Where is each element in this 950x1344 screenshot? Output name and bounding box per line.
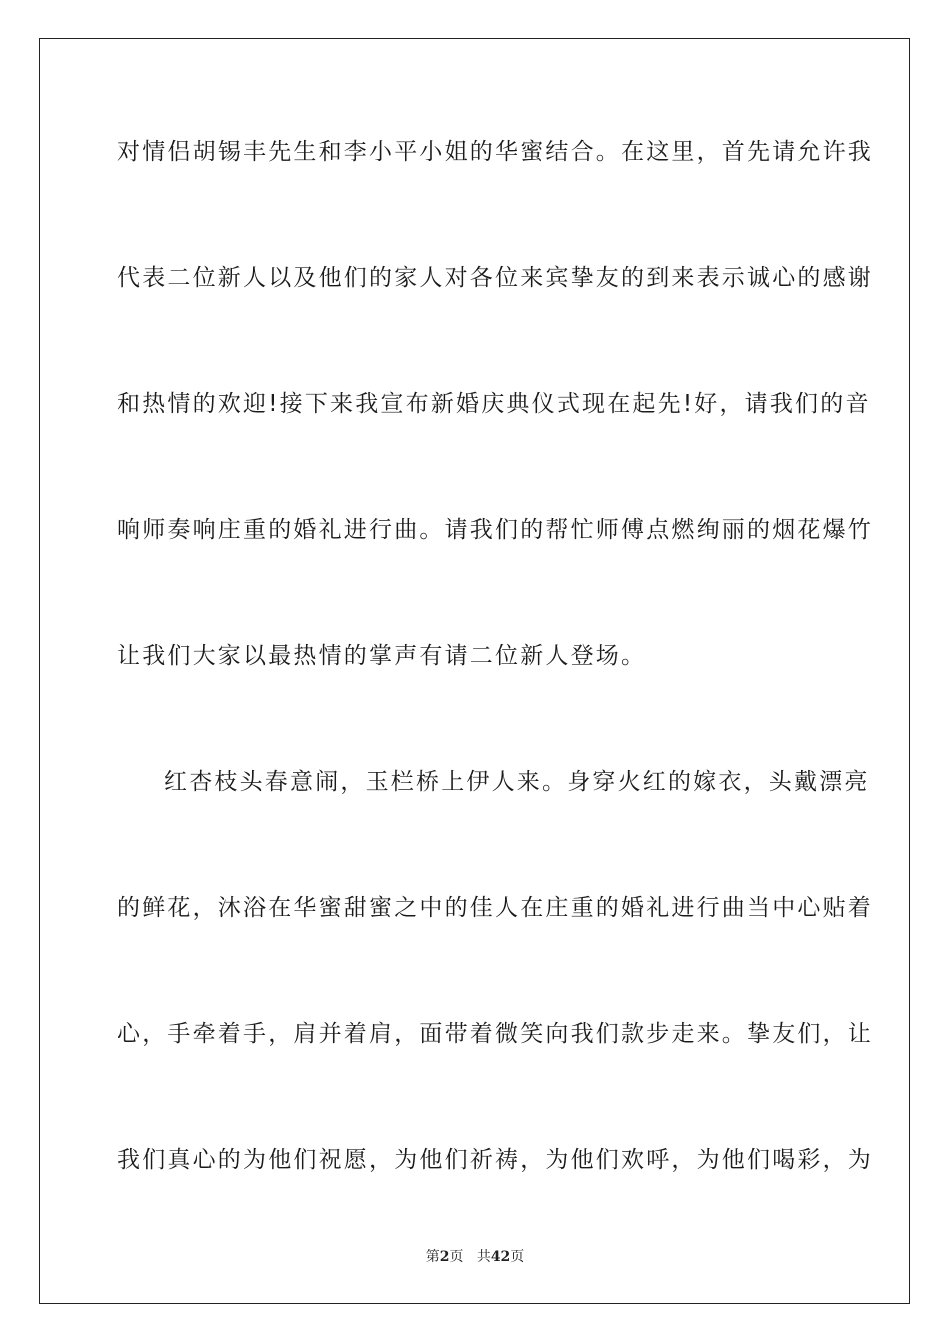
text-line: 心，手牵着手，肩并着肩，面带着微笑向我们款步走来。挚友们，让: [117, 1021, 873, 1047]
text-line: 对情侣胡锡丰先生和李小平小姐的华蜜结合。在这里，首先请允许我: [117, 139, 873, 165]
page-footer: [0, 1246, 950, 1266]
document-body: [117, 120, 873, 1254]
page-number: 2: [439, 1249, 450, 1265]
text-line: 和热情的欢迎!接下来我宣布新婚庆典仪式现在起先!好，请我们的音: [117, 391, 871, 417]
text-line: 的鲜花，沐浴在华蜜甜蜜之中的佳人在庄重的婚礼进行曲当中心贴着: [117, 895, 873, 921]
text-line: 代表二位新人以及他们的家人对各位来宾挚友的到来表示诚心的感谢: [117, 265, 873, 291]
text-line: 让我们大家以最热情的掌声有请二位新人登场。: [117, 643, 647, 669]
text-line-paragraph-start: 红杏枝头春意闹，玉栏桥上伊人来。身穿火红的嫁衣，头戴漂亮: [164, 769, 870, 795]
page-prefix: 第: [425, 1249, 440, 1265]
total-suffix: 页: [510, 1249, 525, 1265]
page-suffix: 页: [449, 1249, 464, 1265]
total-pages: 42: [490, 1249, 511, 1265]
text-line: 我们真心的为他们祝愿，为他们祈祷，为他们欢呼，为他们喝彩，为: [117, 1147, 873, 1173]
text-line: 响师奏响庄重的婚礼进行曲。请我们的帮忙师傅点燃绚丽的烟花爆竹: [117, 517, 873, 543]
total-prefix: 共: [476, 1249, 491, 1265]
